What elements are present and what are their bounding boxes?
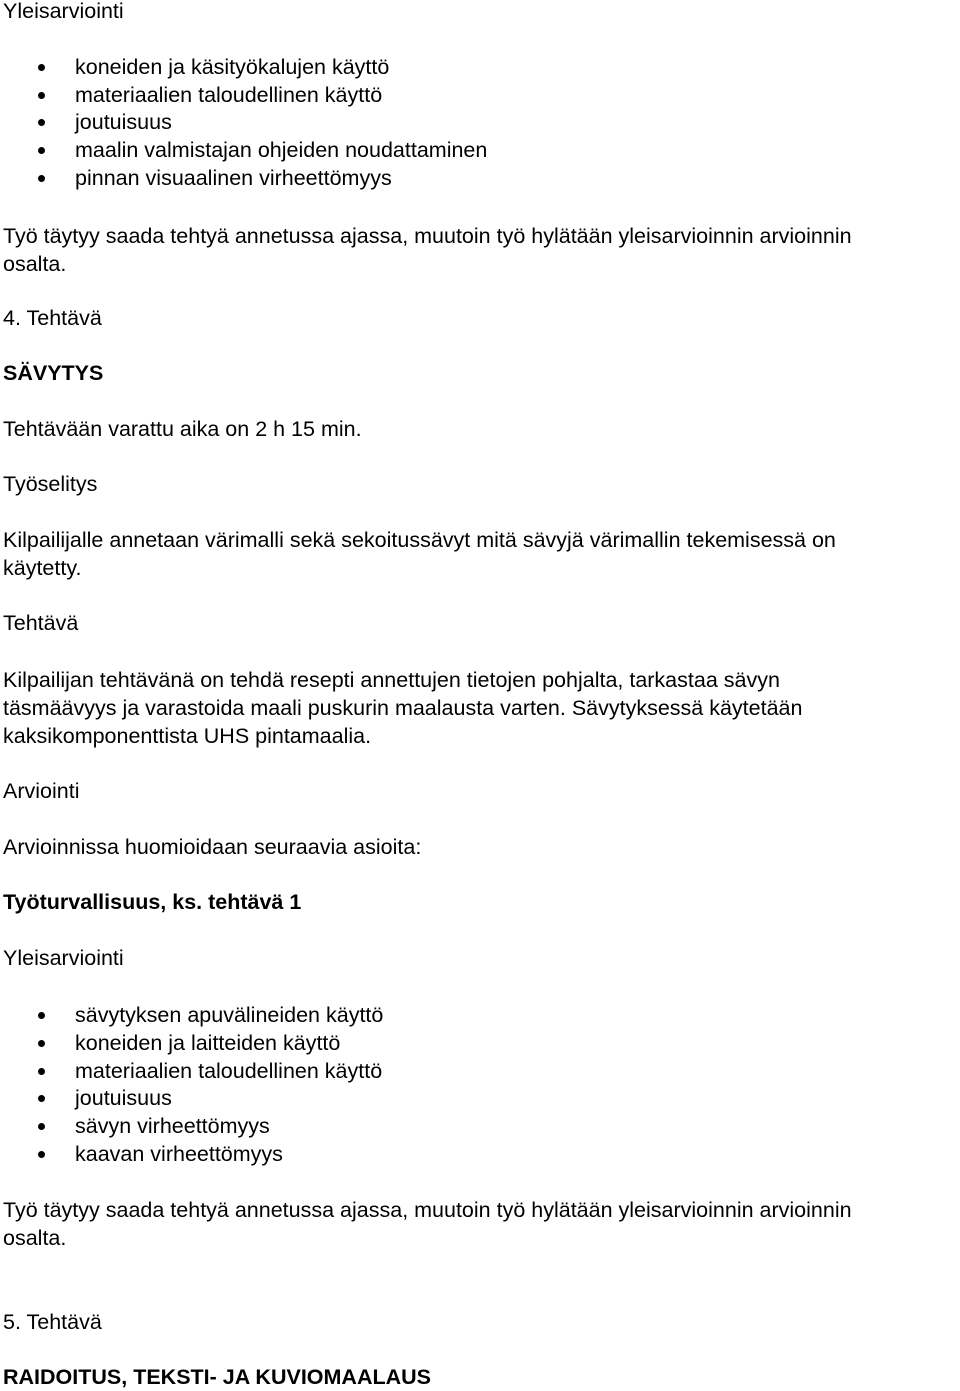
section-heading-general-assessment: Yleisarviointi <box>3 946 124 970</box>
task-title: RAIDOITUS, TEKSTI- JA KUVIOMAALAUS <box>3 1365 432 1389</box>
bullet-icon <box>38 1068 45 1075</box>
paragraph-text: kaksikomponenttista UHS pintamaalia. <box>3 724 372 748</box>
section-heading-task: Tehtävä <box>3 611 79 635</box>
bullet-icon <box>38 1040 45 1047</box>
task-number: 4. Tehtävä <box>3 306 102 330</box>
time-allotted: Tehtävään varattu aika on 2 h 15 min. <box>3 417 362 441</box>
bullet-icon <box>38 1012 45 1019</box>
paragraph-text: Arvioinnissa huomioidaan seuraavia asioita: <box>3 835 422 859</box>
section-heading-assessment: Arviointi <box>3 779 80 803</box>
bullet-icon <box>38 64 45 71</box>
document-page: Yleisarviointi koneiden ja käsityökalujen käyttö materiaalien taloudellinen käyttö joutuisuus maalin valmistajan ohjeiden noudattaminen pinnan visuaalinen virheettömyys Työ täytyy saada tehtyä annetussa ajassa, muutoin työ hylätään yleisarvioinnin arvioinnin osalta. 4. Tehtävä SÄVYTYS Tehtävään varattu aika on 2 h 15 min. Työselitys Kilpailijalle annetaan värimalli sekä sekoitussävyt mitä sävyjä värimallin tekemisessä on käytetty. Tehtävä Kilpailijan tehtävänä on tehdä resepti annettujen tietojen pohjalta, tarkastaa sävyn täsmäävyys ja varastoida maali puskurin maalausta varten. Sävytyksessä käytetään kaksikomponenttista UHS pintamaalia. Arviointi Arvioinnissa huomioidaan seuraavia asioita: Työturvallisuus, ks. tehtävä 1 Yleisarviointi sävytyksen apuvälineiden käyttö koneiden ja laitteiden käyttö materiaalien taloudellinen käyttö joutuisuus sävyn virheettömyys kaavan virheettömyys Työ täytyy saada tehtyä annetussa ajassa, muutoin työ hylätään yleisarvioinnin arvioinnin osalta. 5. Tehtävä RAIDOITUS, TEKSTI- JA KUVIOMAALAUS <box>0 0 960 1390</box>
bullet-icon <box>38 1123 45 1130</box>
paragraph-text: käytetty. <box>3 556 82 580</box>
bullet-icon <box>38 92 45 99</box>
bullet-icon <box>38 1151 45 1158</box>
paragraph-text: Kilpailijalle annetaan värimalli sekä sekoitussävyt mitä sävyjä värimallin tekemisessä on <box>3 528 836 552</box>
paragraph-text: Kilpailijan tehtävänä on tehdä resepti annettujen tietojen pohjalta, tarkastaa sävyn <box>3 668 780 692</box>
paragraph-text: osalta. <box>3 1226 67 1250</box>
task-title: SÄVYTYS <box>3 361 104 385</box>
section-heading-work-description: Työselitys <box>3 472 98 496</box>
bullet-icon <box>38 119 45 126</box>
paragraph-text: Työ täytyy saada tehtyä annetussa ajassa, muutoin työ hylätään yleisarvioinnin arvioinnin <box>3 224 852 248</box>
bullet-icon <box>38 1095 45 1102</box>
bullet-icon <box>38 147 45 154</box>
section-heading-general-assessment: Yleisarviointi <box>3 0 124 23</box>
paragraph-text: osalta. <box>3 252 67 276</box>
paragraph-text: Työ täytyy saada tehtyä annetussa ajassa, muutoin työ hylätään yleisarvioinnin arvioinnin <box>3 1198 852 1222</box>
safety-heading: Työturvallisuus, ks. tehtävä 1 <box>3 890 302 914</box>
bullet-icon <box>38 175 45 182</box>
paragraph-text: täsmäävyys ja varastoida maali puskurin maalausta varten. Sävytyksessä käytetään <box>3 696 803 720</box>
task-number: 5. Tehtävä <box>3 1310 102 1334</box>
